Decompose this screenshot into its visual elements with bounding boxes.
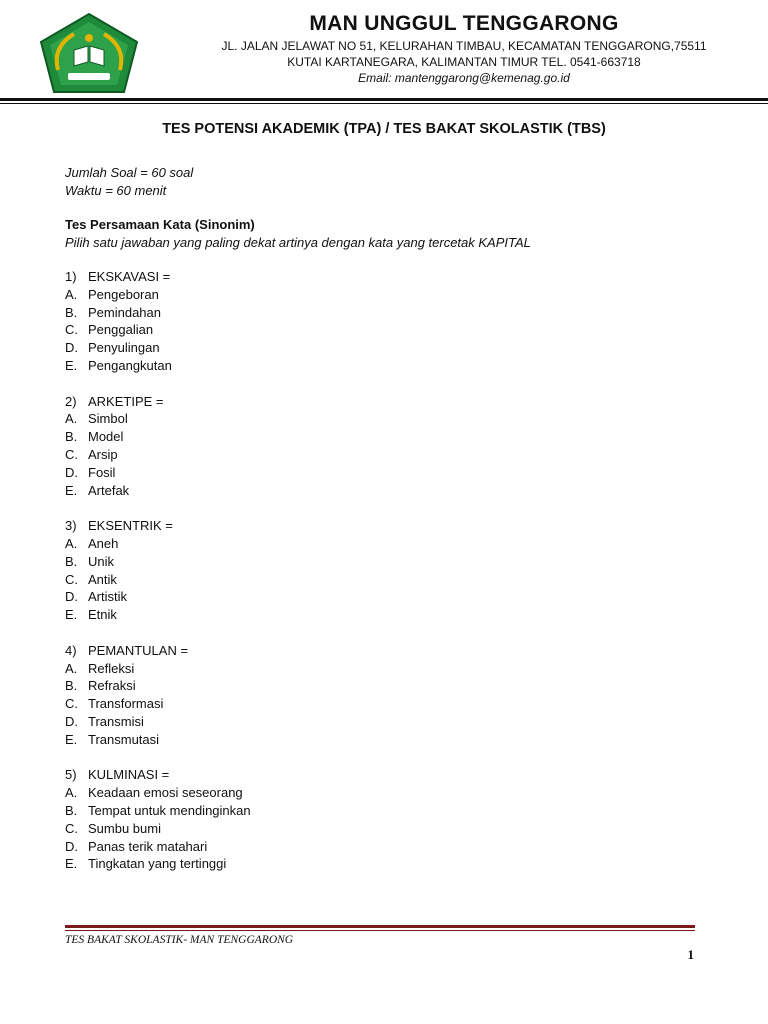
answer-option: [65, 606, 251, 624]
option-text: Artefak: [88, 482, 130, 498]
option-text: Arsip: [88, 446, 118, 462]
answer-option: [65, 731, 251, 749]
option-text: Transformasi: [88, 696, 164, 712]
answer-option: [65, 695, 251, 713]
question-number: 3): [65, 518, 77, 534]
question-number: 5): [65, 767, 77, 783]
option-label: B.: [65, 553, 78, 569]
option-text: Penyulingan: [88, 340, 160, 356]
option-label: B.: [65, 802, 78, 818]
question-stem: [65, 517, 251, 535]
question-number: 1): [65, 269, 77, 284]
answer-option: [65, 446, 251, 464]
answer-option: [65, 357, 251, 375]
answer-option: [65, 660, 251, 678]
answer-option: [65, 855, 251, 873]
answer-option: [65, 304, 251, 322]
answer-option: [65, 802, 251, 820]
answer-option: [65, 321, 251, 339]
option-text: Pengangkutan: [88, 357, 172, 373]
option-text: Penggalian: [88, 322, 154, 338]
question-word: PEMANTULAN =: [88, 642, 189, 658]
option-text: Unik: [88, 553, 115, 569]
option-label: E.: [65, 731, 78, 747]
email-line: Email: mantenggarong@kemenag.go.id: [358, 71, 570, 85]
question-count: Jumlah Soal = 60 soal: [65, 165, 194, 180]
option-label: B.: [65, 678, 78, 694]
answer-option: [65, 410, 251, 428]
option-text: Model: [88, 429, 124, 445]
option-label: C.: [65, 322, 78, 338]
answer-option: [65, 713, 251, 731]
option-label: E.: [65, 856, 78, 872]
option-label: E.: [65, 357, 78, 373]
option-text: Artistik: [88, 589, 127, 605]
option-label: B.: [65, 429, 78, 445]
question-item: [65, 393, 251, 500]
answer-option: [65, 553, 251, 571]
option-text: Antik: [88, 571, 117, 587]
question-item: [65, 268, 251, 375]
option-text: Aneh: [88, 535, 119, 551]
footer-rule-thick: [65, 925, 695, 928]
option-label: E.: [65, 607, 78, 623]
question-list: [65, 268, 251, 891]
option-label: D.: [65, 340, 78, 356]
option-label: C.: [65, 571, 78, 587]
answer-option: [65, 286, 251, 304]
question-item: [65, 642, 251, 749]
time-limit: Waktu = 60 menit: [65, 183, 167, 198]
section-title: Tes Persamaan Kata (Sinonim): [65, 217, 255, 232]
option-text: Refleksi: [88, 660, 135, 676]
footer-text: TES BAKAT SKOLASTIK- MAN TENGGARONG: [65, 934, 294, 946]
option-text: Pengeboran: [88, 286, 159, 302]
section-instruction: Pilih satu jawaban yang paling dekat artinya dengan kata yang tercetak KAPITAL: [65, 235, 531, 250]
question-item: [65, 517, 251, 624]
option-label: A.: [65, 785, 78, 801]
answer-option: [65, 588, 251, 606]
header-rule-thick: [0, 98, 768, 101]
question-stem: [65, 642, 251, 660]
option-text: Etnik: [88, 607, 117, 623]
option-label: C.: [65, 820, 78, 836]
option-label: D.: [65, 589, 78, 605]
test-meta: [65, 164, 193, 200]
answer-option: [65, 571, 251, 589]
option-label: A.: [65, 286, 78, 302]
school-name: MAN UNGGUL TENGGARONG: [309, 12, 619, 35]
question-number: 4): [65, 642, 77, 658]
question-number: 2): [65, 393, 77, 409]
header-rule-thin: [0, 103, 768, 104]
option-text: Tingkatan yang tertinggi: [88, 856, 227, 872]
question-stem: [65, 393, 251, 411]
letterhead: [160, 10, 768, 86]
question-word: ARKETIPE =: [88, 393, 164, 409]
question-item: [65, 766, 251, 873]
question-stem: [65, 766, 251, 784]
option-label: D.: [65, 464, 78, 480]
answer-option: [65, 535, 251, 553]
option-label: D.: [65, 713, 78, 729]
option-text: Sumbu bumi: [88, 820, 161, 836]
option-label: C.: [65, 696, 78, 712]
answer-option: [65, 464, 251, 482]
option-label: A.: [65, 535, 78, 551]
option-label: A.: [65, 411, 78, 427]
kemenag-emblem-icon: [38, 12, 140, 94]
question-word: KULMINASI =: [88, 767, 170, 783]
option-text: Keadaan emosi seseorang: [88, 785, 243, 801]
footer-rule-thin: [65, 930, 695, 931]
document-title: TES POTENSI AKADEMIK (TPA) / TES BAKAT SKOLASTIK (TBS): [162, 121, 606, 137]
option-text: Transmutasi: [88, 731, 160, 747]
option-text: Refraksi: [88, 678, 136, 694]
section-header: [65, 216, 531, 252]
question-word: EKSENTRIK =: [88, 518, 173, 534]
answer-option: [65, 339, 251, 357]
option-text: Simbol: [88, 411, 128, 427]
option-label: D.: [65, 838, 78, 854]
address-line-2: KUTAI KARTANEGARA, KALIMANTAN TIMUR TEL. 0541-663718: [287, 55, 641, 69]
answer-option: [65, 784, 251, 802]
page-number: 1: [687, 947, 694, 962]
option-text: Fosil: [88, 464, 116, 480]
option-text: Panas terik matahari: [88, 838, 208, 854]
option-text: Transmisi: [88, 713, 144, 729]
option-text: Pemindahan: [88, 304, 161, 320]
address-line-1: JL. JALAN JELAWAT NO 51, KELURAHAN TIMBAU, KECAMATAN TENGGARONG,75511: [221, 39, 707, 53]
question-stem: [65, 268, 251, 286]
answer-option: [65, 820, 251, 838]
answer-option: [65, 428, 251, 446]
answer-option: [65, 838, 251, 856]
option-label: A.: [65, 660, 78, 676]
answer-option: [65, 482, 251, 500]
question-word: EKSKAVASI =: [88, 269, 171, 284]
option-label: C.: [65, 446, 78, 462]
option-label: E.: [65, 482, 78, 498]
option-text: Tempat untuk mendinginkan: [88, 802, 251, 818]
answer-option: [65, 677, 251, 695]
option-label: B.: [65, 304, 78, 320]
